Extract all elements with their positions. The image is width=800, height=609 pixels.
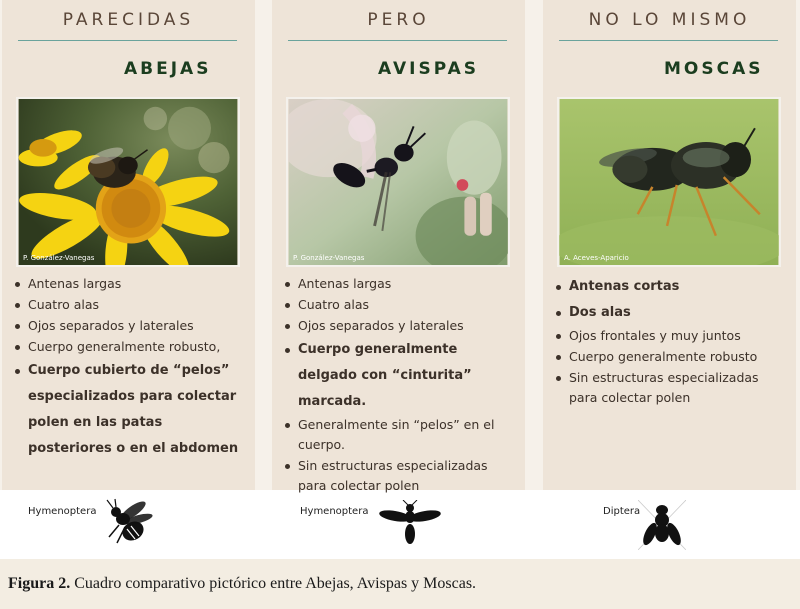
photo-credit: P. González-Vanegas <box>293 254 365 262</box>
column-heading: NO LO MISMO <box>588 10 751 30</box>
bees-panel <box>2 0 255 490</box>
photo-credit: P. González-Vanegas <box>23 254 95 262</box>
figure-caption-text: Cuadro comparativo pictórico entre Abejas, Avispas y Moscas. <box>70 575 477 592</box>
trait-list <box>282 274 518 497</box>
wasp-silhouette-icon <box>378 500 442 548</box>
trait-item: Antenas largas <box>12 274 248 294</box>
trait-item: Generalmente sin “pelos” en el cuerpo. <box>282 415 518 455</box>
insect-name: MOSCAS <box>664 59 764 79</box>
bee-on-flower-image <box>18 99 238 265</box>
figure-label: Figura 2. <box>8 575 71 592</box>
fly-silhouette-icon <box>638 500 686 550</box>
trait-item: Sin estructuras especializadas para colectar polen <box>282 456 518 496</box>
trait-item: Cuerpo generalmente robusto <box>553 347 789 367</box>
trait-item: Ojos frontales y muy juntos <box>553 326 789 346</box>
insect-name: AVISPAS <box>378 59 480 79</box>
column-heading: PERO <box>367 10 430 30</box>
wasps-panel <box>272 0 525 493</box>
trait-list <box>553 274 789 409</box>
order-label: Hymenoptera <box>300 506 369 517</box>
trait-item: Dos alas <box>553 300 789 326</box>
order-label: Hymenoptera <box>28 506 97 517</box>
trait-item: Cuerpo cubierto de “pelos” especializados para colectar polen en las patas posteriores o en el abdomen <box>12 358 248 462</box>
heading-divider <box>18 40 237 41</box>
fly-photo <box>557 97 781 267</box>
insect-name: ABEJAS <box>124 59 212 79</box>
heading-divider <box>288 40 507 41</box>
trait-item: Cuatro alas <box>12 295 248 315</box>
trait-item: Antenas cortas <box>553 274 789 300</box>
trait-item: Sin estructuras especializadas para colectar polen <box>553 368 789 408</box>
order-label: Diptera <box>603 506 641 517</box>
column-heading: PARECIDAS <box>62 10 195 30</box>
trait-item: Ojos separados y laterales <box>12 316 248 336</box>
trait-item: Cuerpo generalmente delgado con “cinturita” marcada. <box>282 337 518 415</box>
photo-credit: A. Aceves-Aparicio <box>564 254 629 262</box>
trait-item: Cuerpo generalmente robusto, <box>12 337 248 357</box>
trait-item: Ojos separados y laterales <box>282 316 518 336</box>
fly-on-leaf-image <box>559 99 779 265</box>
heading-divider <box>559 40 778 41</box>
trait-item: Antenas largas <box>282 274 518 294</box>
bee-silhouette-icon <box>103 497 157 551</box>
wasp-on-plant-image <box>288 99 508 265</box>
bee-photo <box>16 97 240 267</box>
figure-caption <box>8 575 476 593</box>
trait-item: Cuatro alas <box>282 295 518 315</box>
flies-panel <box>543 0 796 490</box>
trait-list <box>12 274 248 462</box>
wasp-photo <box>286 97 510 267</box>
